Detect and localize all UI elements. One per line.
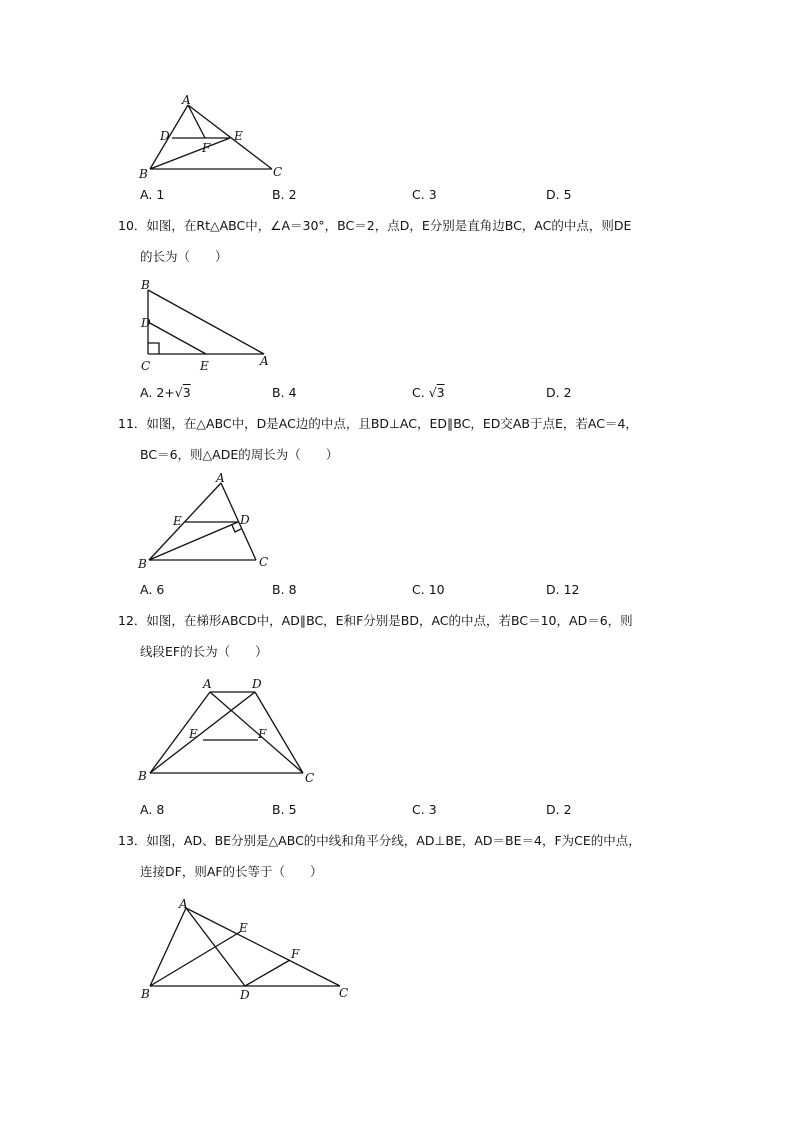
option-a[interactable]: A. 6 bbox=[140, 582, 165, 597]
option-c[interactable]: C. 3 bbox=[412, 187, 437, 202]
option-c[interactable]: C. √3 bbox=[412, 385, 445, 400]
label-C: C bbox=[305, 771, 315, 785]
option-a[interactable]: A. 2+√3 bbox=[140, 385, 191, 400]
option-d[interactable]: D. 5 bbox=[546, 187, 572, 202]
label-C: C bbox=[141, 359, 151, 373]
label-E: E bbox=[200, 359, 209, 373]
label-D: D bbox=[240, 988, 250, 1002]
label-F: F bbox=[202, 141, 211, 155]
label-E: E bbox=[234, 129, 243, 143]
label-D: D bbox=[141, 316, 151, 330]
label-A: A bbox=[203, 677, 212, 691]
sqrt-symbol: √3 bbox=[428, 385, 445, 400]
label-B: B bbox=[141, 278, 150, 292]
label-D: D bbox=[252, 677, 262, 691]
sqrt-symbol: √3 bbox=[174, 385, 191, 400]
option-a[interactable]: A. 8 bbox=[140, 802, 165, 817]
option-c[interactable]: C. 3 bbox=[412, 802, 437, 817]
label-A: A bbox=[260, 354, 269, 368]
option-a[interactable]: A. 1 bbox=[140, 187, 165, 202]
label-A: A bbox=[179, 897, 188, 911]
option-b[interactable]: B. 4 bbox=[272, 385, 297, 400]
label-C: C bbox=[339, 986, 349, 1000]
option-d[interactable]: D. 2 bbox=[546, 385, 572, 400]
label-F: F bbox=[258, 727, 267, 741]
label-E: E bbox=[189, 727, 198, 741]
label-A: A bbox=[216, 471, 225, 485]
q10-stem: 10．如图，在Rt△ABC中，∠A＝30°，BC＝2，点D，E分别是直角边BC，AC的中点，则DE 的长为（ ） bbox=[118, 218, 632, 264]
option-d[interactable]: D. 2 bbox=[546, 802, 572, 817]
label-C: C bbox=[273, 165, 283, 179]
q11-stem: 11．如图，在△ABC中，D是AC边的中点，且BD⊥AC，ED∥BC，ED交AB于点E，若AC＝4， BC＝6，则△ADE的周长为（ ） bbox=[118, 416, 638, 462]
option-b[interactable]: B. 5 bbox=[272, 802, 297, 817]
label-B: B bbox=[139, 167, 148, 181]
option-b[interactable]: B. 2 bbox=[272, 187, 297, 202]
label-D: D bbox=[160, 129, 170, 143]
option-c[interactable]: C. 10 bbox=[412, 582, 445, 597]
q12-figure bbox=[134, 676, 324, 791]
label-E: E bbox=[173, 514, 182, 528]
q13-figure bbox=[136, 892, 366, 1007]
label-D: D bbox=[240, 513, 250, 527]
q10-figure bbox=[136, 277, 286, 377]
label-B: B bbox=[138, 557, 147, 571]
q12-stem: 12．如图，在梯形ABCD中，AD∥BC，E和F分别是BD，AC的中点，若BC＝10，AD＝6，则 线段EF的长为（ ） bbox=[118, 613, 633, 659]
label-B: B bbox=[138, 769, 147, 783]
q13-stem: 13．如图，AD、BE分别是△ABC的中线和角平分线，AD⊥BE，AD＝BE＝4，F为CE的中点， 连接DF，则AF的长等于（ ） bbox=[118, 833, 641, 879]
q9-figure bbox=[130, 92, 300, 184]
option-d[interactable]: D. 12 bbox=[546, 582, 580, 597]
label-F: F bbox=[291, 947, 300, 961]
label-B: B bbox=[141, 987, 150, 1001]
label-A: A bbox=[182, 93, 191, 107]
q11-figure bbox=[136, 470, 286, 575]
label-C: C bbox=[259, 555, 269, 569]
label-E: E bbox=[239, 921, 248, 935]
option-b[interactable]: B. 8 bbox=[272, 582, 297, 597]
